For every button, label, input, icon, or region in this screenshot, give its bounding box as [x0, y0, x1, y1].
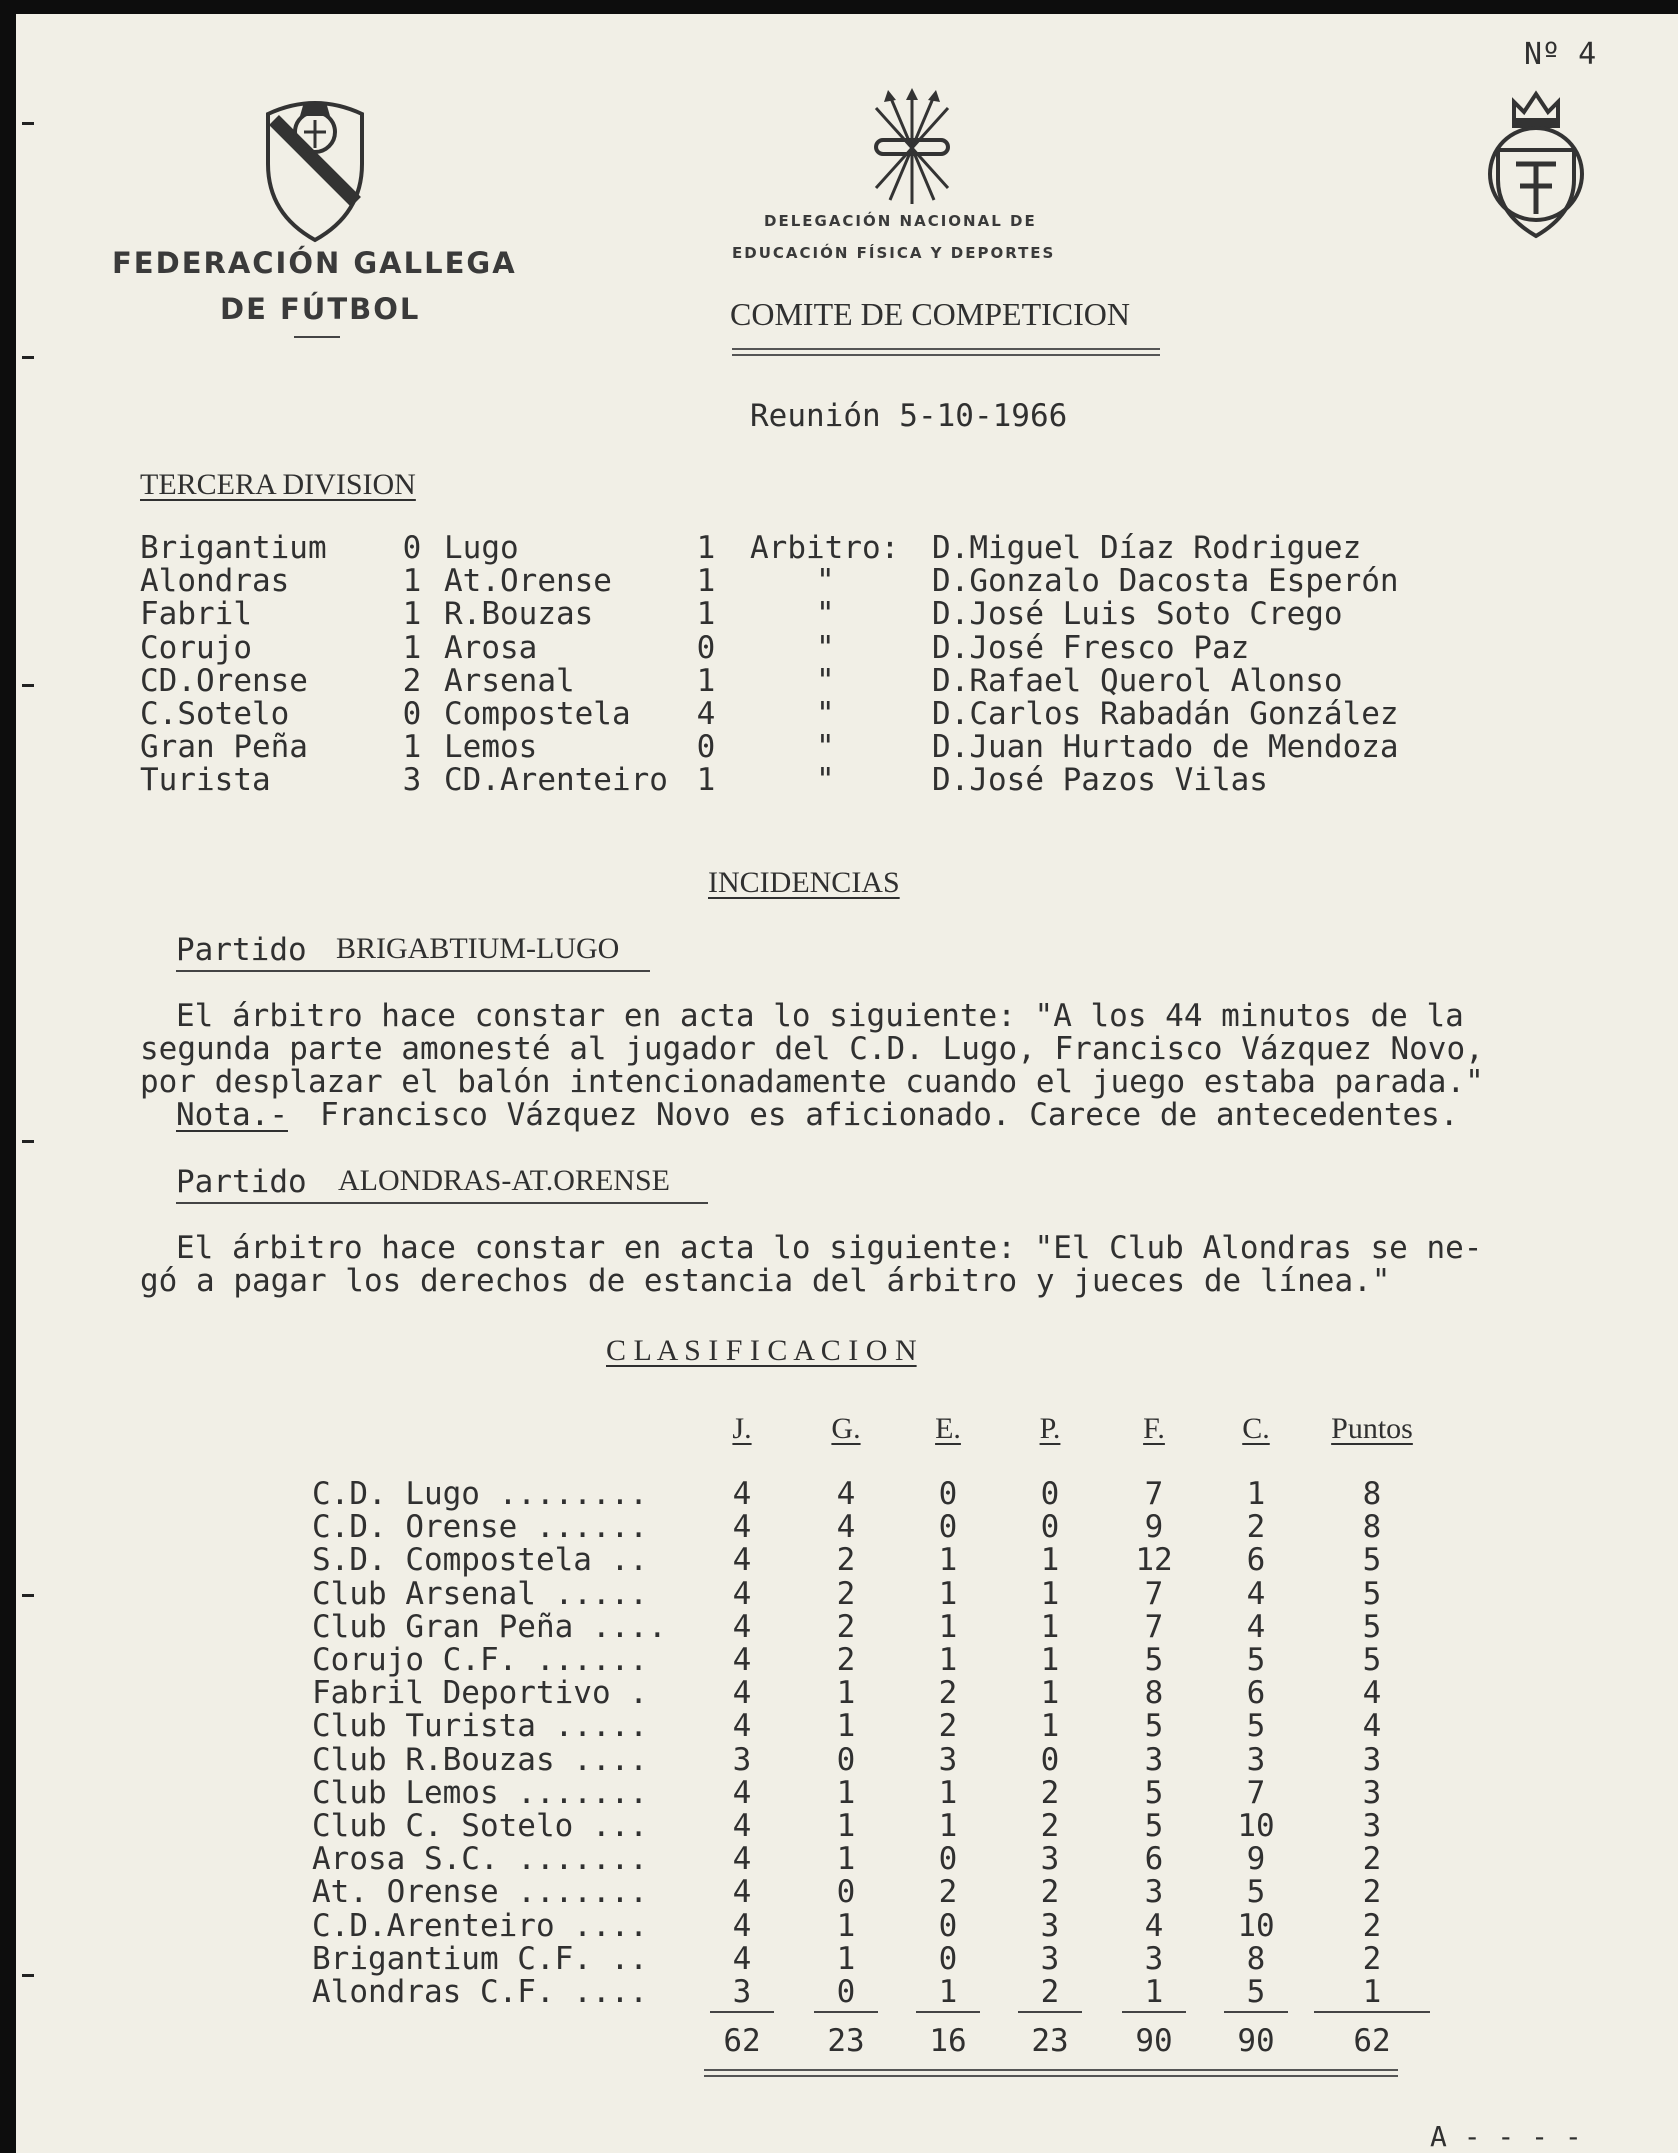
- margin-tick: [22, 356, 34, 359]
- standings-cell: 2: [1362, 1874, 1382, 1911]
- standings-cell: 12: [1135, 1542, 1173, 1579]
- standings-cell: 1: [938, 1774, 958, 1811]
- standings-team: C.D. Orense ......: [312, 1509, 648, 1546]
- standings-cell: 2: [1040, 1808, 1060, 1844]
- standings-cell: 0: [938, 1907, 958, 1944]
- standings-team: Alondras C.F. ....: [312, 1974, 648, 2010]
- standings-cell: 4: [732, 1940, 752, 1977]
- totals-double-rule: [704, 2069, 1398, 2077]
- ditto-mark: ": [816, 696, 835, 732]
- standings-cell: 5: [1246, 1708, 1266, 1745]
- document-page: [16, 14, 1678, 2153]
- match-home: Gran Peña: [140, 729, 308, 766]
- match-home: CD.Orense: [140, 662, 308, 699]
- federation-crest-logo: [264, 94, 366, 244]
- match-away: At.Orense: [444, 563, 612, 600]
- match-referee: D.Gonzalo Dacosta Esperón: [932, 563, 1399, 600]
- column-sum-rule: [710, 2011, 774, 2013]
- standings-team: Club Turista .....: [312, 1708, 648, 1745]
- standings-cell: 10: [1237, 1808, 1275, 1844]
- committee-title: COMITE DE COMPETICION: [730, 296, 1130, 332]
- ditto-mark: ": [816, 563, 835, 600]
- column-sum-rule: [1122, 2011, 1186, 2013]
- standings-cell: 4: [732, 1774, 752, 1811]
- match-as: 1: [696, 596, 716, 633]
- ditto-mark: ": [816, 662, 835, 699]
- standings-cell: 0: [1040, 1741, 1060, 1778]
- standings-cell: 1: [938, 1608, 958, 1645]
- standings-team: At. Orense .......: [312, 1874, 648, 1911]
- standings-cell: 5: [1246, 1974, 1266, 2010]
- standings-cell: 3: [1040, 1940, 1060, 1977]
- margin-tick: [22, 684, 34, 687]
- column-sum-rule: [916, 2011, 980, 2013]
- standings-cell: 8: [1362, 1476, 1382, 1512]
- standings-cell: 2: [938, 1874, 958, 1911]
- standings-cell: 0: [938, 1940, 958, 1977]
- standings-cell: 4: [732, 1874, 752, 1911]
- match2-name: ALONDRAS-AT.ORENSE: [338, 1164, 670, 1197]
- standings-cell: 0: [938, 1476, 958, 1512]
- standings-cell: 9: [1144, 1509, 1164, 1546]
- standings-team: Club C. Sotelo ...: [312, 1808, 648, 1844]
- match1-text-line2: segunda parte amonesté al jugador del C.D. Lugo, Francisco Vázquez Novo,: [140, 1031, 1484, 1067]
- standings-team: C.D. Lugo ........: [312, 1476, 648, 1512]
- column-sum-rule: [1224, 2011, 1288, 2013]
- standings-cell: 2: [1246, 1509, 1266, 1546]
- standings-cell: 2: [836, 1542, 856, 1579]
- standings-cell: 3: [1040, 1907, 1060, 1944]
- match-away: Arosa: [444, 629, 538, 666]
- standings-cell: 1: [1040, 1575, 1060, 1612]
- standings-total: 23: [1031, 2023, 1069, 2060]
- standings-cell: 2: [836, 1608, 856, 1645]
- standings-total: 90: [1237, 2023, 1275, 2060]
- standings-cell: 1: [1040, 1642, 1060, 1678]
- match-as: 1: [696, 530, 716, 566]
- standings-cell: 5: [1362, 1642, 1382, 1678]
- standings-team: Corujo C.F. ......: [312, 1642, 648, 1678]
- standings-cell: 5: [1362, 1575, 1382, 1612]
- match-away: Lugo: [444, 530, 519, 566]
- match-as: 1: [696, 563, 716, 600]
- standings-cell: 9: [1246, 1841, 1266, 1878]
- standings-cell: 4: [732, 1841, 752, 1878]
- match-referee: D.José Pazos Vilas: [932, 762, 1268, 799]
- match-away: Arsenal: [444, 662, 575, 699]
- standings-total: 62: [723, 2023, 761, 2060]
- match-referee: D.Carlos Rabadán González: [932, 696, 1399, 732]
- standings-header: J.: [732, 1412, 752, 1445]
- standings-header: F.: [1143, 1412, 1165, 1445]
- standings-cell: 4: [732, 1608, 752, 1645]
- standings-cell: 2: [938, 1675, 958, 1712]
- standings-cell: 1: [938, 1575, 958, 1612]
- match1-name: BRIGABTIUM-LUGO: [336, 932, 620, 965]
- standings-cell: 6: [1246, 1542, 1266, 1579]
- match-hs: 2: [402, 662, 422, 699]
- standings-cell: 1: [836, 1808, 856, 1844]
- standings-cell: 0: [938, 1841, 958, 1878]
- standings-cell: 4: [732, 1476, 752, 1512]
- standings-cell: 3: [1144, 1940, 1164, 1977]
- standings-team: Fabril Deportivo .: [312, 1675, 648, 1712]
- standings-cell: 2: [1362, 1841, 1382, 1878]
- standings-cell: 2: [836, 1575, 856, 1612]
- match-referee: D.Rafael Querol Alonso: [932, 662, 1343, 699]
- standings-cell: 1: [836, 1940, 856, 1977]
- standings-cell: 2: [1040, 1874, 1060, 1911]
- standings-cell: 3: [1362, 1808, 1382, 1844]
- standings-cell: 1: [938, 1974, 958, 2010]
- column-sum-rule: [1314, 2011, 1430, 2013]
- standings-cell: 3: [938, 1741, 958, 1778]
- standings-cell: 0: [836, 1741, 856, 1778]
- standings-header: E.: [935, 1412, 961, 1445]
- match-hs: 0: [402, 530, 422, 566]
- match1-text-line1: El árbitro hace constar en acta lo siguiente: "A los 44 minutos de la: [176, 998, 1464, 1034]
- standings-cell: 5: [1144, 1642, 1164, 1678]
- match-home: Brigantium: [140, 530, 327, 566]
- match-hs: 1: [402, 629, 422, 666]
- standings-total: 16: [929, 2023, 967, 2060]
- standings-team: Club Lemos .......: [312, 1774, 648, 1811]
- standings-cell: 1: [938, 1542, 958, 1579]
- standings-cell: 5: [1144, 1708, 1164, 1745]
- match-hs: 1: [402, 596, 422, 633]
- incidencias-title: INCIDENCIAS: [708, 866, 900, 899]
- margin-tick: [22, 1974, 34, 1977]
- standings-team: Brigantium C.F. ..: [312, 1940, 648, 1977]
- match-away: Compostela: [444, 696, 631, 732]
- standings-cell: 4: [732, 1542, 752, 1579]
- margin-tick: [22, 1594, 34, 1597]
- match-home: Corujo: [140, 629, 252, 666]
- match-as: 0: [696, 629, 716, 666]
- footer-mark: A - - - -: [1430, 2120, 1582, 2153]
- standings-cell: 0: [836, 1974, 856, 2010]
- standings-cell: 5: [1246, 1642, 1266, 1678]
- standings-team: Club Arsenal .....: [312, 1575, 648, 1612]
- match-hs: 1: [402, 729, 422, 766]
- standings-cell: 1: [1040, 1542, 1060, 1579]
- standings-cell: 3: [1144, 1874, 1164, 1911]
- note-text: Francisco Vázquez Novo es aficionado. Carece de antecedentes.: [320, 1097, 1459, 1133]
- standings-cell: 4: [732, 1642, 752, 1678]
- match-referee: D.Juan Hurtado de Mendoza: [932, 729, 1399, 766]
- standings-cell: 4: [1362, 1708, 1382, 1745]
- standings-cell: 4: [732, 1708, 752, 1745]
- standings-cell: 7: [1144, 1608, 1164, 1645]
- match1-label: Partido: [176, 932, 307, 968]
- match-referee: D.José Fresco Paz: [932, 629, 1250, 666]
- match2-text-line1: El árbitro hace constar en acta lo siguiente: "El Club Alondras se ne-: [176, 1230, 1483, 1266]
- standings-team: Arosa S.C. .......: [312, 1841, 648, 1878]
- column-sum-rule: [1018, 2011, 1082, 2013]
- standings-cell: 2: [1362, 1907, 1382, 1944]
- standings-cell: 4: [732, 1509, 752, 1546]
- standings-cell: 3: [1362, 1741, 1382, 1778]
- standings-title: C L A S I F I C A C I O N: [606, 1334, 917, 1367]
- standings-cell: 4: [836, 1509, 856, 1546]
- standings-cell: 6: [1144, 1841, 1164, 1878]
- standings-cell: 1: [836, 1841, 856, 1878]
- standings-cell: 4: [732, 1575, 752, 1612]
- standings-cell: 0: [836, 1874, 856, 1911]
- standings-cell: 1: [836, 1907, 856, 1944]
- match-referee: D.Miguel Díaz Rodriguez: [932, 530, 1362, 566]
- ditto-mark: ": [816, 629, 835, 666]
- standings-cell: 1: [836, 1675, 856, 1712]
- standings-cell: 1: [836, 1708, 856, 1745]
- match-away: Lemos: [444, 729, 538, 766]
- match-hs: 1: [402, 563, 422, 600]
- division-title: TERCERA DIVISION: [140, 468, 416, 501]
- column-sum-rule: [814, 2011, 878, 2013]
- standings-cell: 1: [938, 1808, 958, 1844]
- standings-cell: 4: [732, 1907, 752, 1944]
- federation-name-line2: DE FÚTBOL: [220, 292, 421, 326]
- standings-cell: 1: [1040, 1708, 1060, 1745]
- margin-tick: [22, 122, 34, 125]
- standings-cell: 0: [1040, 1509, 1060, 1546]
- match-home: Alondras: [140, 563, 290, 600]
- standings-cell: 4: [1246, 1575, 1266, 1612]
- match2-underline: [176, 1202, 708, 1204]
- match-home: Turista: [140, 762, 271, 799]
- match-away: CD.Arenteiro: [444, 762, 668, 799]
- standings-cell: 2: [1040, 1974, 1060, 2010]
- federation-name-rule: [294, 336, 340, 338]
- standings-cell: 2: [938, 1708, 958, 1745]
- standings-cell: 3: [1040, 1841, 1060, 1878]
- standings-header: C.: [1242, 1412, 1270, 1445]
- meeting-date: Reunión 5-10-1966: [750, 398, 1068, 434]
- standings-cell: 1: [836, 1774, 856, 1811]
- standings-cell: 2: [836, 1642, 856, 1678]
- standings-cell: 5: [1362, 1608, 1382, 1645]
- standings-cell: 1: [1144, 1974, 1164, 2010]
- margin-tick: [22, 1140, 34, 1143]
- standings-cell: 4: [1144, 1907, 1164, 1944]
- delegation-line2: EDUCACIÓN FÍSICA Y DEPORTES: [732, 244, 1056, 262]
- match-home: C.Sotelo: [140, 696, 290, 732]
- standings-cell: 8: [1144, 1675, 1164, 1712]
- match-home: Fabril: [140, 596, 252, 633]
- standings-total: 23: [827, 2023, 865, 2060]
- standings-cell: 1: [1362, 1974, 1382, 2010]
- standings-cell: 6: [1246, 1675, 1266, 1712]
- standings-cell: 10: [1237, 1907, 1275, 1944]
- standings-header: G.: [831, 1412, 861, 1445]
- standings-cell: 7: [1144, 1575, 1164, 1612]
- match-as: 1: [696, 762, 716, 799]
- standings-cell: 4: [1362, 1675, 1382, 1712]
- standings-cell: 4: [1246, 1608, 1266, 1645]
- standings-header: P.: [1039, 1412, 1061, 1445]
- standings-cell: 1: [1040, 1675, 1060, 1712]
- standings-cell: 1: [1040, 1608, 1060, 1645]
- standings-cell: 2: [1040, 1774, 1060, 1811]
- standings-cell: 5: [1362, 1542, 1382, 1579]
- ditto-mark: ": [816, 729, 835, 766]
- standings-cell: 5: [1144, 1774, 1164, 1811]
- standings-team: S.D. Compostela ..: [312, 1542, 648, 1579]
- standings-cell: 4: [836, 1476, 856, 1512]
- standings-cell: 1: [1246, 1476, 1266, 1512]
- standings-cell: 1: [938, 1642, 958, 1678]
- standings-cell: 4: [732, 1808, 752, 1844]
- standings-total: 90: [1135, 2023, 1173, 2060]
- page-number: Nº 4: [1524, 37, 1597, 72]
- standings-cell: 5: [1144, 1808, 1164, 1844]
- standings-cell: 3: [1246, 1741, 1266, 1778]
- standings-cell: 3: [732, 1974, 752, 2010]
- federation-name-line1: FEDERACIÓN GALLEGA: [112, 246, 517, 280]
- standings-cell: 0: [1040, 1476, 1060, 1512]
- ditto-mark: ": [816, 762, 835, 799]
- standings-cell: 8: [1246, 1940, 1266, 1977]
- note-label: Nota.-: [176, 1097, 288, 1133]
- referee-label: Arbitro:: [750, 530, 900, 566]
- match-hs: 3: [402, 762, 422, 799]
- yoke-arrows-emblem: [870, 88, 954, 208]
- standings-cell: 7: [1144, 1476, 1164, 1512]
- standings-header: Puntos: [1331, 1412, 1413, 1445]
- spanish-federation-crest-logo: [1484, 84, 1588, 244]
- delegation-line1: DELEGACIÓN NACIONAL DE: [764, 212, 1037, 230]
- match-as: 0: [696, 729, 716, 766]
- standings-cell: 8: [1362, 1509, 1382, 1546]
- standings-cell: 3: [1362, 1774, 1382, 1811]
- standings-cell: 5: [1246, 1874, 1266, 1911]
- match-hs: 0: [402, 696, 422, 732]
- match1-text-line3: por desplazar el balón intencionadamente cuando el juego estaba parada.": [140, 1064, 1484, 1100]
- match-away: R.Bouzas: [444, 596, 594, 633]
- standings-cell: 3: [1144, 1741, 1164, 1778]
- match2-label: Partido: [176, 1164, 307, 1200]
- match2-text-line2: gó a pagar los derechos de estancia del árbitro y jueces de línea.": [140, 1263, 1391, 1299]
- standings-team: C.D.Arenteiro ....: [312, 1907, 648, 1944]
- standings-cell: 7: [1246, 1774, 1266, 1811]
- standings-cell: 4: [732, 1675, 752, 1712]
- standings-cell: 2: [1362, 1940, 1382, 1977]
- committee-title-double-rule: [732, 348, 1160, 356]
- standings-total: 62: [1353, 2023, 1391, 2060]
- match-referee: D.José Luis Soto Crego: [932, 596, 1343, 633]
- standings-team: Club R.Bouzas ....: [312, 1741, 648, 1778]
- standings-cell: 3: [732, 1741, 752, 1778]
- standings-team: Club Gran Peña ....: [312, 1608, 667, 1645]
- match-as: 1: [696, 662, 716, 699]
- ditto-mark: ": [816, 596, 835, 633]
- match1-underline: [176, 970, 650, 972]
- standings-cell: 0: [938, 1509, 958, 1546]
- match-as: 4: [696, 696, 716, 732]
